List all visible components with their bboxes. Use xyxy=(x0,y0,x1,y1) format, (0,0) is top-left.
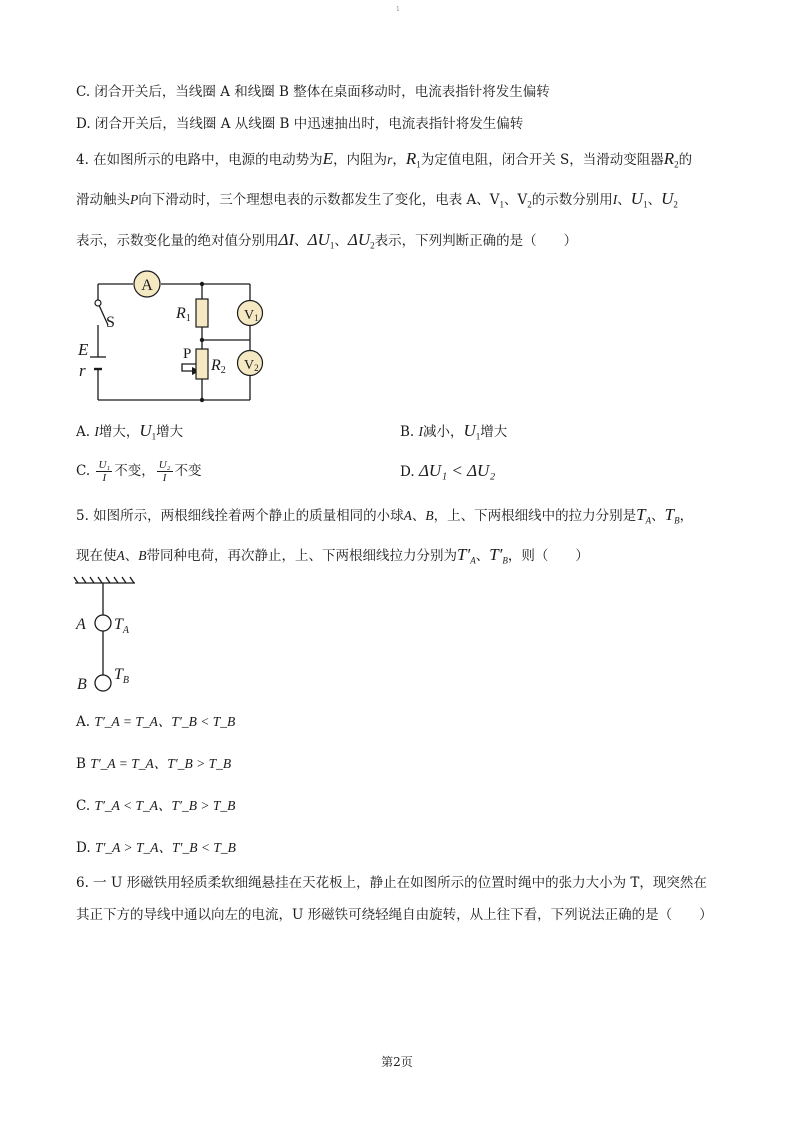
switch-label: S xyxy=(106,314,115,331)
internal-resistance-label: r xyxy=(79,361,86,380)
q3-option-d: D. 闭合开关后，当线圈 A 从线圈 B 中迅速抽出时，电流表指针将发生偏转 xyxy=(76,116,524,132)
q3-option-c: C. 闭合开关后，当线圈 A 和线圈 B 整体在桌面移动时，电流表指针将发生偏转 xyxy=(76,84,550,100)
q4-option-b: B. I减小，$U_1$增大 xyxy=(400,421,508,442)
q6-stem-line2: 其正下方的导线中通以向左的电流，U 形磁铁可绕轻绳自由旋转，从上往下看，下列说法正确的是（ ） xyxy=(76,907,713,923)
ball-a-label: A xyxy=(76,616,86,633)
q5-stem-line2: 现在使A、B带同种电荷，再次静止，上、下两根细线拉力分别为$T'_A$、$T'_B$，则（ ） xyxy=(76,545,589,566)
q4-option-c: C. $\frac{\text{U₁}}{I}$ 不变， $\frac{\text{U₂}}{I}$ 不变 xyxy=(76,459,202,484)
q4-stem-line2: 滑动触头P向下滑动时，三个理想电表的示数都发生了变化，电表 A、$V_1$、$V_2$的示数分别用I、$U_1$、$U_2$ xyxy=(76,189,678,210)
page-top-mark: 1 xyxy=(396,6,400,13)
r1-resistor xyxy=(196,299,208,327)
q4-circuit-diagram xyxy=(70,265,280,410)
ball-b xyxy=(95,675,111,691)
tension-a-label: $T_A$ xyxy=(114,616,130,636)
ball-a xyxy=(95,615,111,631)
q5-option-b: B T′_A = T_A、T′_B > T_B xyxy=(76,756,232,772)
q5-option-a: A. T′_A = T_A、T′_B < T_B xyxy=(76,714,236,730)
r1-label: R1 xyxy=(176,305,191,324)
q5-stem-line1: 5. 如图所示，两根细线拴着两个静止的质量相同的小球A、B，上、下两根细线中的拉力分别是$T_A$、$T_B$， xyxy=(76,505,694,526)
fraction-u1-over-i: $\frac{\text{U₁}}{I}$ xyxy=(98,459,111,484)
v2-label: V2 xyxy=(244,358,259,373)
ball-b-label: B xyxy=(77,676,87,693)
v1-label: V1 xyxy=(244,308,259,323)
page-number: 第2页 xyxy=(381,1055,413,1069)
q5-option-c: C. T′_A < T_A、T′_B > T_B xyxy=(76,798,236,814)
q4-stem-line3: 表示，示数变化量的绝对值分别用ΔI、$\Delta U_1$、$\Delta U_2$表示，下列判断正确的是（ ） xyxy=(76,230,578,251)
q5-hanging-balls-diagram xyxy=(70,577,160,697)
fraction-u2-over-i: $\frac{\text{U₂}}{I}$ xyxy=(158,459,171,484)
ammeter-label: A xyxy=(141,277,153,294)
tension-b-label: $T_B$ xyxy=(114,666,130,686)
q4-stem-line1: 4. 在如图所示的电路中，电源的电动势为E，内阻为r，$R_1$为定值电阻，闭合开关 S，当滑动变阻器$R_2$的 xyxy=(76,149,693,170)
q6-stem-line1: 6. 一 U 形磁铁用轻质柔软细绳悬挂在天花板上，静止在如图所示的位置时绳中的张力大小为 T，现突然在 xyxy=(76,875,707,891)
slider-p-label: P xyxy=(183,346,192,362)
q4-option-a: A. I增大，$U_1$增大 xyxy=(76,421,184,442)
emf-label: E xyxy=(78,340,89,359)
r2-label: R2 xyxy=(211,357,226,376)
q5-option-d: D. T′_A > T_A、T′_B < T_B xyxy=(76,840,236,856)
q4-option-d: D. ΔU₁ < ΔU₂ xyxy=(400,461,496,480)
r2-rheostat xyxy=(196,349,208,379)
